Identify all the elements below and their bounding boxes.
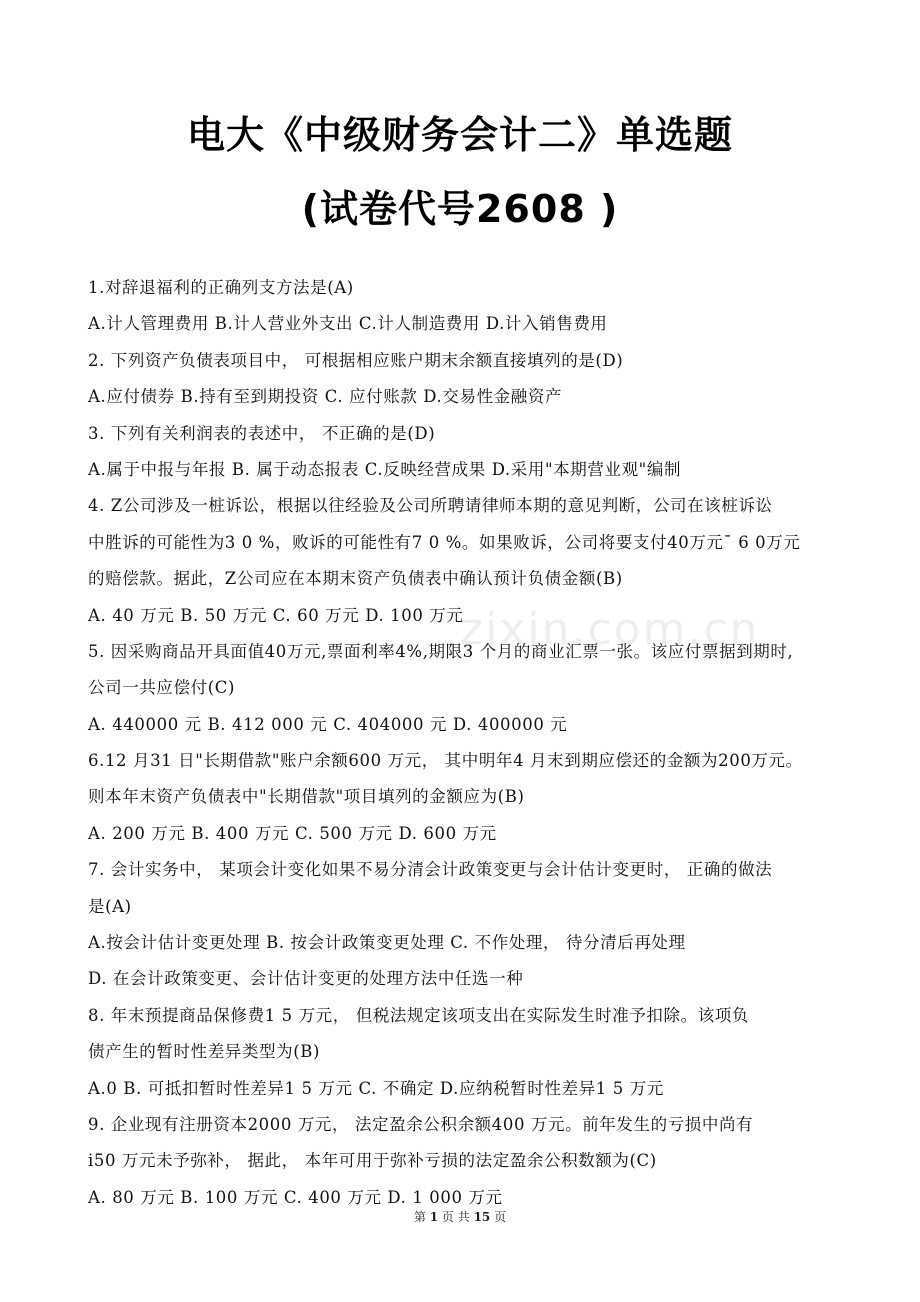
text-line: 是(A) — [88, 896, 132, 916]
text-line: 中胜诉的可能性为3 0 %，败诉的可能性有7 0 %。如果败诉，公司将要支付40万元¯ 6 0万元 — [88, 532, 801, 552]
text-line: A. 40 万元 B. 50 万元 C. 60 万元 D. 100 万元 — [88, 605, 464, 625]
text-line: 1.对辞退福利的正确列支方法是(A) — [88, 278, 354, 297]
text-line: A.属于中报与年报 B. 属于动态报表 C.反映经营成果 D.采用"本期营业观"编制 — [88, 459, 682, 479]
footer-suffix: 页 — [494, 1210, 507, 1224]
text-line: 债产生的暂时性差异类型为(B) — [88, 1042, 320, 1062]
text-line: 7. 会计实务中， 某项会计变化如果不易分清会计政策变更与会计估计变更时， 正确的做法 — [88, 860, 773, 880]
current-page-number: 1 — [429, 1210, 439, 1224]
text-line: D. 在会计政策变更、会计估计变更的处理方法中任选一种 — [88, 969, 524, 989]
text-line: 则本年末资产负债表中"长期借款"项目填列的金额应为(B) — [88, 787, 525, 807]
text-line: 5. 因采购商品开具面值40万元,票面利率4%,期限3 个月的商业汇票一张。该应付票据到期时, — [88, 641, 794, 661]
document-title: 电大《中级财务会计二》单选题 — [186, 113, 733, 157]
text-line: A. 440000 元 B. 412 000 元 C. 404000 元 D. 400000 元 — [88, 714, 568, 734]
text-line: 公司一共应偿付(C) — [88, 678, 235, 698]
footer-middle: 页 共 — [441, 1210, 470, 1224]
text-line: i50 万元未予弥补， 据此， 本年可用于弥补亏损的法定盈余公积数额为(C) — [88, 1151, 657, 1171]
document-body — [88, 270, 844, 1216]
text-line: A.0 B. 可抵扣暂时性差异1 5 万元 C. 不确定 D.应纳税暂时性差异1 5 万元 — [88, 1078, 664, 1098]
page-footer — [0, 1208, 920, 1225]
text-line: 的赔偿款。据此，Z公司应在本期末资产负债表中确认预计负债金额(B) — [88, 569, 623, 589]
text-line: A. 80 万元 B. 100 万元 C. 400 万元 D. 1 000 万元 — [88, 1187, 503, 1207]
document-subtitle: (试卷代号2608 ) — [301, 187, 619, 231]
text-line: 6.12 月31 日"长期借款"账户余额600 万元， 其中明年4 月末到期应偿还的金额为200万元。 — [88, 751, 803, 771]
footer-prefix: 第 — [413, 1210, 426, 1224]
text-line: A. 200 万元 B. 400 万元 C. 500 万元 D. 600 万元 — [88, 823, 497, 843]
text-line: 4. Z公司涉及一桩诉讼，根据以往经验及公司所聘请律师本期的意见判断，公司在该桩诉讼 — [88, 496, 773, 516]
text-line: 3. 下列有关利润表的表述中， 不正确的是(D) — [88, 423, 436, 443]
text-line: 9. 企业现有注册资本2000 万元， 法定盈余公积余额400 万元。前年发生的亏损中尚有 — [88, 1114, 754, 1134]
text-line: 2. 下列资产负债表项目中， 可根据相应账户期末余额直接填列的是(D) — [88, 350, 624, 370]
text-line: A.按会计估计变更处理 B. 按会计政策变更处理 C. 不作处理， 待分清后再处理 — [88, 933, 686, 953]
text-line: A.应付债券 B.持有至到期投资 C. 应付账款 D.交易性金融资产 — [88, 387, 563, 407]
text-line: A.计人管理费用 B.计人营业外支出 C.计人制造费用 D.计入销售费用 — [88, 314, 608, 334]
total-page-count: 15 — [473, 1210, 491, 1224]
text-line: 8. 年末预提商品保修费1 5 万元， 但税法规定该项支出在实际发生时准予扣除。该项负 — [88, 1005, 750, 1025]
watermark-text: zixin.com.cn — [460, 604, 760, 655]
